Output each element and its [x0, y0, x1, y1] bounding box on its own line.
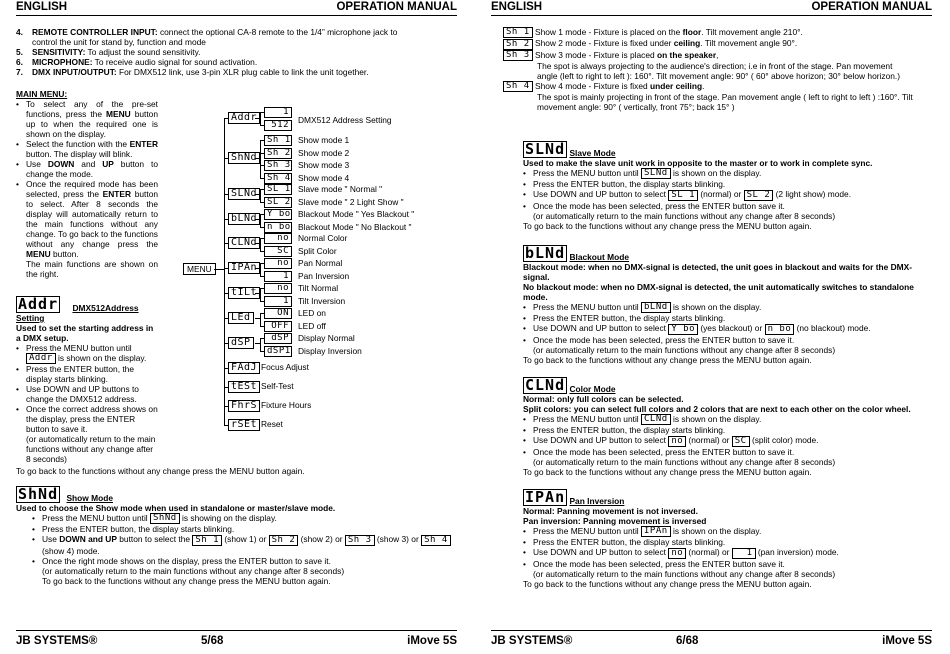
addr-subtitle: Used to set the starting address in a DMX setup. — [16, 323, 154, 343]
auto-return-note: (or automatically return to the main functions without any change after 8 seconds) — [533, 568, 836, 579]
sh3-lcd-icon: Sh 3 — [503, 50, 533, 61]
list-item: • Select the function with the ENTER button. The display will blink. — [16, 139, 158, 159]
page-footer — [16, 630, 457, 648]
diagram-label: Pan Normal — [298, 258, 343, 268]
diagram-code-clnd: CLNd — [228, 237, 260, 249]
sh1-lcd-icon: Sh 1 — [503, 27, 533, 38]
list-item: • Use DOWN and UP button to select the Sh 1 (show 1) or Sh 2 (show 2) or Sh 3 (show 3) or Sh 4 (show 4) mode. — [32, 534, 456, 555]
main-menu-section — [16, 89, 158, 279]
diagram-label: Show mode 1 — [298, 135, 350, 145]
list-item: • To select any of the pre-set functions, press the MENU button up to when the required one is shown on the display. — [16, 99, 158, 139]
diagram-label: LED off — [298, 321, 326, 331]
list-item: • Once the required mode has been selected, press the ENTER button to select. After 8 seconds the display will automatically return to the main functions without any change. To go back to the functions without any change press the MENU button. — [16, 179, 158, 259]
diagram-value: Y bo — [264, 209, 292, 220]
footer-brand: JB SYSTEMS® — [491, 635, 573, 647]
list-item: 6. MICROPHONE: To receive audio signal for sound activation. — [16, 57, 258, 67]
color-section — [523, 377, 938, 477]
back-note: To go back to the functions without any change press the MENU button again. — [523, 220, 812, 231]
diagram-label: Self-Test — [261, 381, 294, 391]
back-note: To go back to the functions without any change press the MENU button again. — [523, 466, 812, 477]
diagram-label: Display Inversion — [298, 346, 362, 356]
show-modes-desc — [506, 27, 933, 113]
list-item-cont: control the unit for stand by, function and mode — [32, 37, 206, 47]
footer-model: iMove 5S — [407, 635, 457, 647]
diagram-value: dSP — [264, 333, 292, 344]
back-note: To go back to the functions without any change press the MENU button again. — [523, 354, 812, 365]
list-item: • Use DOWN and UP button to select no (normal) or SC (split color) mode. — [523, 435, 938, 446]
list-item: 5. SENSITIVITY: To adjust the sound sensitivity. — [16, 47, 201, 57]
diagram-value: Sh 4 — [264, 173, 292, 184]
footer-page: 5/68 — [201, 635, 224, 647]
main-menu-title: MAIN MENU: — [16, 89, 68, 99]
list-item: • Press the MENU button until Addr is shown on the display. — [16, 343, 158, 364]
blackout-desc-2: No blackout mode: when no DMX-signal is detected, the unit automatically switches to standalone mode. — [523, 282, 914, 302]
diagram-label: Fixture Hours — [261, 400, 312, 410]
menu-diagram — [183, 104, 433, 434]
blackout-desc-1: Blackout mode: when no DMX-signal is detected, the unit goes in blackout and waits for the DMX-signal. — [523, 262, 913, 282]
list-item: • Press the MENU button until SLNd is shown on the display. — [523, 168, 938, 179]
list-item: 4. REMOTE CONTROLLER INPUT: connect the optional CA-8 remote to the 1/4” microphone jack to — [16, 27, 398, 37]
diagram-value: 1 — [264, 107, 292, 118]
list-item: • Once the mode has been selected, press the ENTER button to save it. — [523, 335, 938, 345]
pan-display-icon: IPAn — [525, 488, 566, 506]
diagram-value: 1 — [264, 296, 292, 307]
diagram-value: ON — [264, 308, 292, 319]
show-title: Show Mode — [66, 492, 113, 503]
diagram-code-test: tESt — [228, 381, 260, 393]
list-item: • Press the ENTER button, the display starts blinking. — [16, 364, 158, 384]
diagram-value: Sh 2 — [264, 148, 292, 159]
show-mode-4-desc: The spot is mainly projecting in front of the stage. Pan movement angle ( left to right to left ) :160°. Tilt movement angle: 90° ( vertically, front 75°; back 15° ) — [537, 92, 913, 113]
show-display-icon: ShNd — [18, 485, 59, 503]
list-item: • Press the MENU button until IPAn is shown on the display. — [523, 526, 938, 537]
auto-return-note: (or automatically return to the main functions without any change after 8 seconds) — [26, 434, 156, 465]
show-section — [16, 486, 456, 586]
slave-display-icon: SLNd — [525, 140, 566, 158]
diagram-value: SC — [264, 246, 292, 257]
page-footer — [491, 630, 932, 648]
list-item: • Press the ENTER button, the display starts blinking. — [523, 537, 938, 547]
blackout-title: Blackout Mode — [569, 251, 630, 262]
addr-lcd-icon: Addr — [26, 353, 56, 364]
list-item: • Press the ENTER button, the display starts blinking. — [523, 425, 938, 435]
diagram-code-addr: Addr — [228, 112, 260, 124]
list-item: • Press the ENTER button, the display starts blinking. — [523, 313, 938, 323]
list-item: • Use DOWN and UP buttons to change the DMX512 address. — [16, 384, 158, 404]
page-header — [16, 2, 457, 16]
diagram-label: Blackout Mode " Yes Blackout " — [298, 209, 415, 219]
diagram-label: Slave mode " 2 Light Show " — [298, 197, 404, 207]
show-subtitle: Used to choose the Show mode when used in standalone or master/slave mode. — [16, 503, 336, 513]
addr-section — [16, 296, 158, 464]
list-item: • Use DOWN and UP button to select no (normal) or 1 (pan inversion) mode. — [523, 547, 938, 558]
diagram-value: 512 — [264, 120, 292, 131]
auto-return-note: (or automatically return to the main functions without any change after 8 seconds) — [42, 565, 345, 576]
list-item: 7. DMX INPUT/OUTPUT: For DMX512 link, use 3-pin XLR plug cable to link the unit together. — [16, 67, 369, 77]
header-language: ENGLISH — [491, 1, 543, 13]
footer-model: iMove 5S — [882, 635, 932, 647]
diagram-code-tilt: tILt — [228, 287, 260, 299]
right-page — [475, 0, 950, 654]
diagram-label: Show mode 4 — [298, 173, 350, 183]
list-item: • Press the MENU button until CLNd is shown on the display. — [523, 414, 938, 425]
slave-title: Slave Mode — [569, 147, 616, 158]
diagram-label: Tilt Inversion — [298, 296, 346, 306]
page-header — [491, 2, 932, 16]
list-item: • Use DOWN and UP button to select SL 1 (normal) or SL 2 (2 light show) mode. — [523, 189, 938, 200]
diagram-value: Sh 3 — [264, 160, 292, 171]
addr-back-note: To go back to the functions without any change press the MENU button again. — [16, 466, 305, 476]
list-item: • Use DOWN and UP button to change the mode. — [16, 159, 158, 179]
slave-subtitle: Used to make the slave unit work in opposite to the master or to work in complete sync. — [523, 158, 873, 168]
color-desc-1: Normal: only full colors can be selected. — [523, 394, 684, 404]
diagram-code-shnd: ShNd — [228, 152, 260, 164]
auto-return-note: (or automatically return to the main functions without any change after 8 seconds) — [533, 210, 836, 221]
sh4-lcd-icon: Sh 4 — [503, 81, 533, 92]
list-item: • Once the correct address shows on the display, press the ENTER button to save it. — [16, 404, 158, 434]
diagram-code-blnd: bLNd — [228, 213, 260, 225]
diagram-code-ipan: IPAn — [228, 262, 260, 274]
addr-heading — [16, 296, 158, 313]
addr-title-2: Setting — [16, 313, 45, 323]
diagram-label: Reset — [261, 419, 283, 429]
show-heading — [16, 486, 456, 503]
diagram-value: no — [264, 258, 292, 269]
menu-key-label: MENU — [183, 263, 216, 275]
show-mode-4: Sh 4 Show 4 mode - Fixture is fixed under ceiling. — [533, 81, 933, 92]
diagram-value: OFF — [264, 321, 292, 332]
diagram-label: Show mode 2 — [298, 148, 350, 158]
show-mode-2: Sh 2 Show 2 mode - Fixture is fixed under ceiling. Tilt movement angle 90°. — [533, 38, 933, 49]
diagram-value: no — [264, 233, 292, 244]
color-display-icon: CLNd — [525, 376, 566, 394]
show-mode-3-desc: The spot is always projecting to the audience's direction; i.e in front of the stage. Pan movement angle (left to right to left ): 160°. Tilt movement angle: 90° ( 60° above horizon; 30° below horizon.) — [537, 60, 901, 81]
list-item: • Use DOWN and UP button to select Y bo (yes blackout) or n bo (no blackout) mode. — [523, 323, 938, 334]
diagram-code-fadj: FAdJ — [228, 362, 260, 374]
list-item: • Once the mode has been selected, press the ENTER button save it. — [523, 201, 938, 211]
back-note: To go back to the functions without any change press the MENU button again. — [42, 575, 331, 586]
color-desc-2: Split colors: you can select full colors and 2 colors that are next to each other on the color wheel. — [523, 404, 911, 414]
sh2-lcd-icon: Sh 2 — [503, 39, 533, 50]
list-item: • Once the right mode shows on the display, press the ENTER button to save it. — [32, 556, 456, 566]
diagram-label: Slave mode " Normal " — [298, 184, 383, 194]
diagram-value: SL 2 — [264, 197, 292, 208]
header-title: OPERATION MANUAL — [811, 1, 932, 13]
diagram-label: Normal Color — [298, 233, 348, 243]
color-title: Color Mode — [569, 383, 616, 394]
diagram-label: DMX512 Address Setting — [298, 115, 392, 125]
list-item: • Press the MENU button until bLNd is shown on the display. — [523, 302, 938, 313]
auto-return-note: (or automatically return to the main functions without any change after 8 seconds) — [533, 456, 836, 467]
diagram-code-slnd: SLNd — [228, 188, 260, 200]
diagram-code-fhrs: FhrS — [228, 400, 260, 412]
diagram-label: Split Color — [298, 246, 337, 256]
list-item: • Once the mode has been selected, press the ENTER button to save it. — [523, 447, 938, 457]
diagram-value: n bo — [264, 222, 292, 233]
diagram-label: Pan Inversion — [298, 271, 350, 281]
back-note: To go back to the functions without any change press the MENU button again. — [523, 578, 812, 589]
diagram-value: Sh 1 — [264, 135, 292, 146]
blackout-section — [523, 245, 938, 365]
show-mode-1: Sh 1 Show 1 mode - Fixture is placed on the floor. Tilt movement angle 210°. — [533, 27, 933, 38]
list-item: • Press the ENTER button, the display starts blinking. — [32, 524, 456, 534]
diagram-code-rset: rSEt — [228, 419, 260, 431]
pan-section — [523, 489, 938, 589]
diagram-code-led: LEd — [228, 312, 254, 324]
list-item: • Once the mode has been selected, press the ENTER button save it. — [523, 559, 938, 569]
diagram-code-dsp: dSP — [228, 337, 254, 349]
diagram-value: no — [264, 283, 292, 294]
diagram-label: LED on — [298, 308, 326, 318]
addr-display-icon: Addr — [18, 295, 59, 313]
list-item: • Press the MENU button until ShNd is showing on the display. — [32, 513, 456, 524]
main-menu-note: The main functions are shown on the right. — [26, 259, 158, 279]
header-title: OPERATION MANUAL — [336, 1, 457, 13]
diagram-label: Focus Adjust — [261, 362, 309, 372]
diagram-label: Show mode 3 — [298, 160, 350, 170]
addr-title: DMX512Address — [72, 302, 139, 313]
diagram-value: 1 — [264, 271, 292, 282]
show-mode-3: Sh 3 Show 3 mode - Fixture is placed on the speaker, — [533, 50, 933, 61]
footer-brand: JB SYSTEMS® — [16, 635, 98, 647]
pan-desc-1: Normal: Panning movement is not inversed. — [523, 506, 698, 516]
diagram-value: SL 1 — [264, 184, 292, 195]
connector-list — [16, 27, 456, 77]
auto-return-note: (or automatically return to the main functions without any change after 8 seconds) — [533, 344, 836, 355]
diagram-label: Blackout Mode " No Blackout " — [298, 222, 412, 232]
slave-section — [523, 141, 938, 231]
pan-desc-2: Pan inversion: Panning movement is inversed — [523, 516, 707, 526]
blackout-display-icon: bLNd — [525, 244, 566, 262]
header-language: ENGLISH — [16, 1, 68, 13]
footer-page: 6/68 — [676, 635, 699, 647]
pan-title: Pan Inversion — [569, 495, 625, 506]
diagram-label: Display Normal — [298, 333, 355, 343]
diagram-value: dSP1 — [264, 346, 292, 357]
diagram-label: Tilt Normal — [298, 283, 339, 293]
list-item: • Press the ENTER button, the display starts blinking. — [523, 179, 938, 189]
